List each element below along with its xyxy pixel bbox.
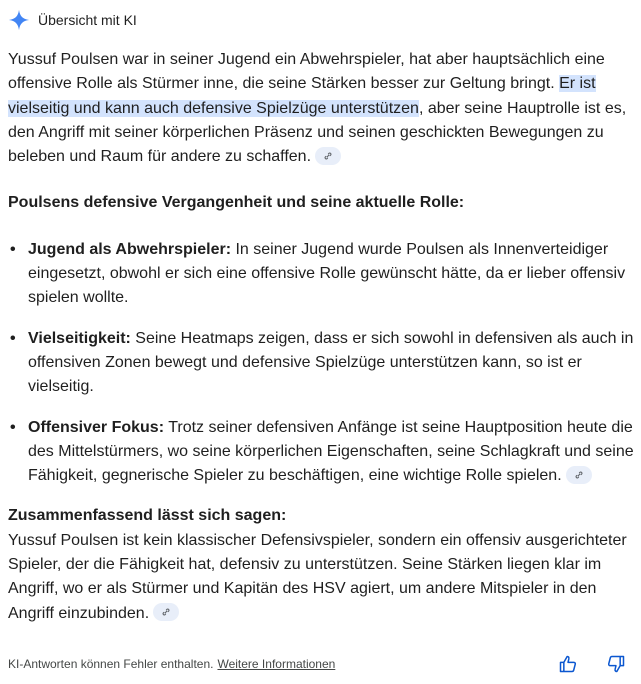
list-item (8, 238, 636, 311)
thumbs-down-icon (606, 654, 626, 674)
intro-paragraph (8, 48, 636, 169)
summary-paragraph (8, 529, 636, 626)
list-item (8, 416, 636, 489)
intro-text-after: , aber seine Hauptrolle ist es, den Angriff mit seiner körperlichen Präsenz und seinen geschickten Bewegungen zu beleben und Raum für andere zu schaffen. (8, 99, 627, 166)
intro-highlight: Er ist vielseitig und kann auch defensive Spielzüge unterstützen (8, 75, 596, 117)
more-info-link[interactable]: Weitere Informationen (217, 657, 336, 671)
link-icon (323, 151, 333, 161)
summary-section (8, 504, 636, 625)
list-item-text: Trotz seiner defensiven Anfänge ist seine Hauptposition heute die des Mittelstürmers, wo seine körperlichen Eigenschaften, seine Schlagkraft und seine Fähigkeit, gegnerische Spieler zu beschäftigen, eine wichtige Rolle spielen. (28, 418, 634, 485)
section-title: Poulsens defensive Vergangenheit und seine aktuelle Rolle: (8, 194, 465, 212)
list-item-label: Offensiver Fokus: (28, 418, 165, 436)
link-icon (161, 607, 171, 617)
thumbs-up-icon (558, 654, 578, 674)
ai-overview-header (8, 8, 137, 32)
list-item-text: In seiner Jugend wurde Poulsen als Innenverteidiger eingesetzt, obwohl er sich eine offensive Rolle gewünscht hätte, da er lieber offensiv spielen wollte. (28, 240, 626, 307)
list-item-label: Jugend als Abwehrspieler: (28, 240, 232, 258)
bullet-list (8, 238, 636, 489)
link-icon (574, 470, 584, 480)
sparkle-icon (8, 9, 30, 31)
summary-text: Yussuf Poulsen ist kein klassischer Defensivspieler, sondern ein offensiv ausgerichteter Spieler, der die Fähigkeit hat, defensiv zu unterstützen. Seine Stärken liegen klar im Angriff, wo er als Stürmer und Kapitän des HSV agiert, um andere Mitspieler in den Angriff einzubinden. (8, 531, 627, 622)
source-link-button[interactable] (566, 466, 592, 484)
footer (8, 654, 636, 674)
source-link-button[interactable] (315, 147, 341, 165)
intro-text-before: Yussuf Poulsen war in seiner Jugend ein Abwehrspieler, hat aber hauptsächlich eine offensive Rolle als Stürmer inne, die seine Stärken besser zur Geltung bringt. (8, 51, 605, 93)
thumbs-up-button[interactable] (556, 652, 580, 676)
source-link-button[interactable] (153, 603, 179, 621)
ai-overview-title: Übersicht mit KI (38, 12, 137, 28)
list-item-label: Vielseitigkeit: (28, 329, 131, 347)
list-item (8, 327, 636, 400)
list-item-text: Seine Heatmaps zeigen, dass er sich sowohl in defensiven als auch in offensiven Zonen bewegt und defensive Spielzüge unterstützen kann, so ist er vielseitig. (28, 329, 634, 396)
thumbs-down-button[interactable] (604, 652, 628, 676)
feedback-buttons (556, 652, 628, 676)
disclaimer-text: KI-Antworten können Fehler enthalten. (8, 657, 214, 671)
ai-overview-content (8, 48, 636, 626)
summary-title: Zusammenfassend lässt sich sagen: (8, 507, 287, 525)
